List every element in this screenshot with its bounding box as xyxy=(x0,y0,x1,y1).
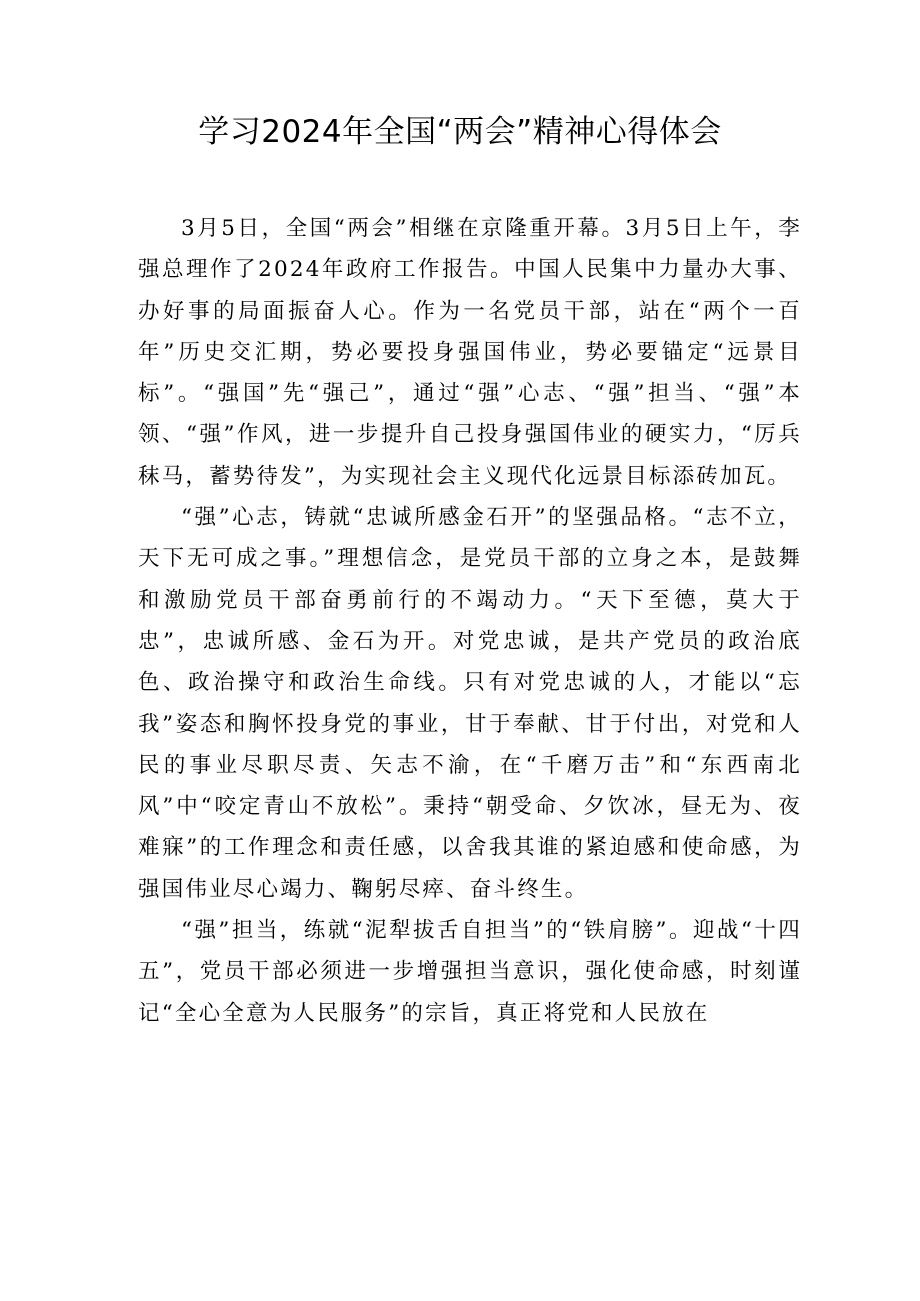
document-title: 学习2024年全国“两会”精神心得体会 xyxy=(198,114,722,150)
paragraph-strengthen-will: “强”心志，铸就“忠诚所感金石开”的坚强品格。“志不立，天下无可成之事。”理想信念，是党员干部的立身之本，是鼓舞和激励党员干部奋勇前行的不竭动力。“天下至德，莫大于忠”，忠诚所感、金石为开。对党忠诚，是共产党员的政治底色、政治操守和政治生命线。只有对党忠诚的人，才能以“忘我”姿态和胸怀投身党的事业，甘于奉献、甘于付出，对党和人民的事业尽职尽责、矢志不渝，在“千磨万击”和“东西南北风”中“咬定青山不放松”。秉持“朝受命、夕饮冰，昼无为、夜难寐”的工作理念和责任感，以舍我其谁的紧迫感和使命感，为强国伟业尽心竭力、鞠躬尽瘁、奋斗终生。 xyxy=(138,505,802,902)
paragraph-strengthen-responsibility: “强”担当，练就“泥犁拔舌自担当”的“铁肩膀”。迎战“十四五”，党员干部必须进一步增强担当意识，强化使命感，时刻谨记“全心全意为人民服务”的宗旨，真正将党和人民放在 xyxy=(138,918,802,1026)
document-body xyxy=(138,208,802,1034)
paragraph-intro: 3月5日，全国“两会”相继在京隆重开幕。3月5日上午，李强总理作了2024年政府工作报告。中国人民集中力量办大事、办好事的局面振奋人心。作为一名党员干部，站在“两个一百年”历史交汇期，势必要投身强国伟业，势必要锚定“远景目标”。“强国”先“强己”，通过“强”心志、“强”担当、“强”本领、“强”作风，进一步提升自己投身强国伟业的硬实力，“厉兵秣马，蓄势待发”，为实现社会主义现代化远景目标添砖加瓦。 xyxy=(138,216,802,489)
